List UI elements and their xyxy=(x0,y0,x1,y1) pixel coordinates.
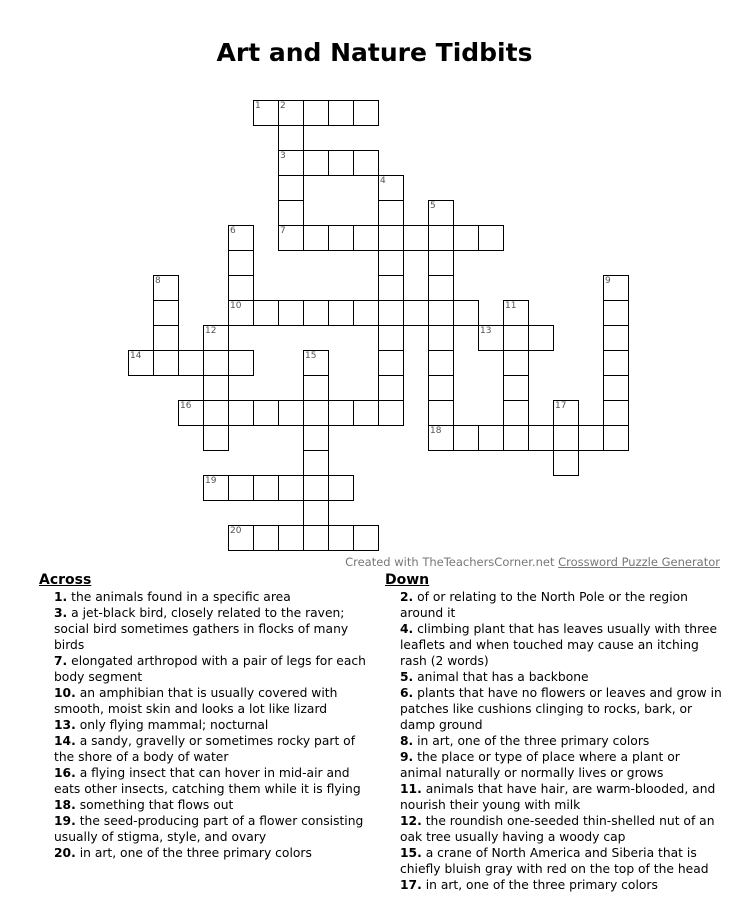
clue-number: 20. xyxy=(54,846,76,860)
across-clue xyxy=(39,589,374,605)
credit-line xyxy=(345,555,720,569)
grid-cell[interactable] xyxy=(353,400,379,426)
cell-number: 18 xyxy=(430,426,442,436)
grid-cell[interactable] xyxy=(428,375,454,401)
clue-text: in art, one of the three primary colors xyxy=(413,734,650,748)
grid-cell[interactable] xyxy=(378,325,404,351)
clue-number: 19. xyxy=(54,814,76,828)
grid-cell[interactable] xyxy=(253,400,279,426)
grid-cell[interactable] xyxy=(353,300,379,326)
cell-number: 4 xyxy=(380,176,386,186)
across-clue xyxy=(39,685,374,717)
across-clue xyxy=(39,733,374,765)
grid-cell[interactable] xyxy=(203,400,229,426)
grid-cell[interactable] xyxy=(503,300,529,326)
grid-cell[interactable] xyxy=(178,350,204,376)
grid-cell[interactable] xyxy=(353,225,379,251)
grid-cell[interactable] xyxy=(603,375,629,401)
grid-cell[interactable] xyxy=(228,400,254,426)
cell-number: 1 xyxy=(255,101,261,111)
grid-cell[interactable] xyxy=(328,475,354,501)
grid-cell[interactable] xyxy=(403,300,429,326)
down-clue xyxy=(385,621,725,669)
clue-text: an amphibian that is usually covered with smooth, moist skin and looks a lot like lizard xyxy=(54,686,338,716)
grid-cell[interactable] xyxy=(253,300,279,326)
across-clue xyxy=(39,717,374,733)
grid-cell[interactable] xyxy=(278,400,304,426)
down-clue xyxy=(385,749,725,781)
clue-number: 5. xyxy=(400,670,414,684)
clue-number: 10. xyxy=(54,686,76,700)
clue-text: in art, one of the three primary colors xyxy=(75,846,312,860)
grid-cell[interactable] xyxy=(278,175,304,201)
grid-cell[interactable] xyxy=(278,200,304,226)
clue-number: 4. xyxy=(400,622,414,636)
grid-cell[interactable] xyxy=(378,275,404,301)
grid-cell[interactable] xyxy=(253,525,279,551)
grid-cell[interactable] xyxy=(278,525,304,551)
grid-cell[interactable] xyxy=(603,350,629,376)
grid-cell[interactable] xyxy=(203,475,229,501)
across-clue xyxy=(39,813,374,845)
grid-cell[interactable] xyxy=(153,325,179,351)
grid-cell[interactable] xyxy=(278,150,304,176)
across-clue xyxy=(39,765,374,797)
grid-cell[interactable] xyxy=(478,225,504,251)
clue-text: animals that have hair, are warm-blooded, and nourish their young with milk xyxy=(400,782,716,812)
grid-cell[interactable] xyxy=(603,400,629,426)
down-clue xyxy=(385,781,725,813)
grid-cell[interactable] xyxy=(128,350,154,376)
grid-cell[interactable] xyxy=(553,450,579,476)
down-clue xyxy=(385,669,725,685)
grid-cell[interactable] xyxy=(228,250,254,276)
grid-cell[interactable] xyxy=(153,275,179,301)
across-heading: Across xyxy=(39,572,92,588)
grid-cell[interactable] xyxy=(278,300,304,326)
clue-text: plants that have no flowers or leaves and grow in patches like cushions clinging to rocks, bark, or damp ground xyxy=(400,686,722,732)
clue-number: 14. xyxy=(54,734,76,748)
clue-number: 13. xyxy=(54,718,76,732)
grid-cell[interactable] xyxy=(203,375,229,401)
grid-cell[interactable] xyxy=(428,200,454,226)
grid-cell[interactable] xyxy=(203,325,229,351)
grid-cell[interactable] xyxy=(378,175,404,201)
grid-cell[interactable] xyxy=(378,375,404,401)
across-clue-list xyxy=(39,589,374,861)
across-clue xyxy=(39,653,374,685)
cell-number: 6 xyxy=(230,226,236,236)
clue-number: 17. xyxy=(400,878,422,892)
clue-text: a jet-black bird, closely related to the raven; social bird sometimes gathers in flocks of many birds xyxy=(54,606,349,652)
grid-cell[interactable] xyxy=(353,525,379,551)
across-clue xyxy=(39,605,374,653)
grid-cell[interactable] xyxy=(303,450,329,476)
cell-number: 14 xyxy=(130,351,142,361)
grid-cell[interactable] xyxy=(453,225,479,251)
clue-number: 7. xyxy=(54,654,68,668)
down-clue xyxy=(385,589,725,621)
grid-cell[interactable] xyxy=(303,425,329,451)
grid-cell[interactable] xyxy=(353,150,379,176)
grid-cell[interactable] xyxy=(553,400,579,426)
clue-number: 15. xyxy=(400,846,422,860)
clue-text: climbing plant that has leaves usually with three leaflets and when touched may cause an itching rash (2 words) xyxy=(400,622,718,668)
grid-cell[interactable] xyxy=(153,350,179,376)
grid-cell[interactable] xyxy=(203,425,229,451)
grid-cell[interactable] xyxy=(228,300,254,326)
clue-number: 11. xyxy=(400,782,422,796)
down-clue-list xyxy=(385,589,725,893)
grid-cell[interactable] xyxy=(378,250,404,276)
down-heading: Down xyxy=(385,572,430,588)
grid-cell[interactable] xyxy=(278,475,304,501)
grid-cell[interactable] xyxy=(278,225,304,251)
cell-number: 3 xyxy=(280,151,286,161)
cell-number: 17 xyxy=(555,401,567,411)
cell-number: 19 xyxy=(205,476,217,486)
grid-cell[interactable] xyxy=(553,425,579,451)
generator-link[interactable]: Crossword Puzzle Generator xyxy=(558,555,720,569)
clue-text: a crane of North America and Siberia that is chiefly bluish gray with red on the top of the head xyxy=(400,846,709,876)
grid-cell[interactable] xyxy=(428,225,454,251)
grid-cell[interactable] xyxy=(378,400,404,426)
grid-cell[interactable] xyxy=(228,225,254,251)
grid-cell[interactable] xyxy=(353,100,379,126)
down-clue xyxy=(385,877,725,893)
grid-cell[interactable] xyxy=(328,150,354,176)
grid-cell[interactable] xyxy=(303,350,329,376)
cell-number: 20 xyxy=(230,526,242,536)
puzzle-title: Art and Nature Tidbits xyxy=(216,38,533,67)
grid-cell[interactable] xyxy=(328,400,354,426)
clue-number: 16. xyxy=(54,766,76,780)
clue-text: the roundish one-seeded thin-shelled nut of an oak tree usually having a woody cap xyxy=(400,814,715,844)
grid-cell[interactable] xyxy=(228,525,254,551)
cell-number: 2 xyxy=(280,101,286,111)
grid-cell[interactable] xyxy=(403,225,429,251)
grid-cell[interactable] xyxy=(603,275,629,301)
grid-cell[interactable] xyxy=(478,325,504,351)
down-column xyxy=(385,572,725,893)
cell-number: 5 xyxy=(430,201,436,211)
clue-text: the seed-producing part of a flower consisting usually of stigma, style, and ovary xyxy=(54,814,364,844)
clue-text: animal that has a backbone xyxy=(413,670,589,684)
grid-cell[interactable] xyxy=(203,350,229,376)
grid-cell[interactable] xyxy=(303,100,329,126)
grid-cell[interactable] xyxy=(528,325,554,351)
grid-cell[interactable] xyxy=(378,300,404,326)
grid-cell[interactable] xyxy=(428,425,454,451)
grid-cell[interactable] xyxy=(503,325,529,351)
grid-cell[interactable] xyxy=(453,425,479,451)
grid-cell[interactable] xyxy=(503,425,529,451)
clue-text: something that flows out xyxy=(75,798,234,812)
cell-number: 11 xyxy=(505,301,517,311)
grid-cell[interactable] xyxy=(228,350,254,376)
grid-cell[interactable] xyxy=(253,100,279,126)
down-clue xyxy=(385,685,725,733)
grid-cell[interactable] xyxy=(328,525,354,551)
cell-number: 9 xyxy=(605,276,611,286)
clue-number: 6. xyxy=(400,686,414,700)
across-clue xyxy=(39,845,374,861)
grid-cell[interactable] xyxy=(503,400,529,426)
grid-cell[interactable] xyxy=(428,275,454,301)
down-clue xyxy=(385,813,725,845)
grid-cell[interactable] xyxy=(303,475,329,501)
grid-cell[interactable] xyxy=(328,225,354,251)
clue-number: 18. xyxy=(54,798,76,812)
grid-cell[interactable] xyxy=(528,425,554,451)
grid-cell[interactable] xyxy=(378,200,404,226)
grid-cell[interactable] xyxy=(378,225,404,251)
cell-number: 7 xyxy=(280,226,286,236)
grid-cell[interactable] xyxy=(303,500,329,526)
cell-number: 15 xyxy=(305,351,317,361)
grid-cell[interactable] xyxy=(453,300,479,326)
grid-cell[interactable] xyxy=(328,100,354,126)
grid-cell[interactable] xyxy=(228,275,254,301)
grid-cell[interactable] xyxy=(278,100,304,126)
grid-cell[interactable] xyxy=(603,300,629,326)
grid-cell[interactable] xyxy=(303,525,329,551)
grid-cell[interactable] xyxy=(503,350,529,376)
grid-cell[interactable] xyxy=(328,300,354,326)
down-clue xyxy=(385,845,725,877)
grid-cell[interactable] xyxy=(303,400,329,426)
across-clue xyxy=(39,797,374,813)
clue-number: 9. xyxy=(400,750,414,764)
cell-number: 13 xyxy=(480,326,492,336)
cell-number: 16 xyxy=(180,401,192,411)
grid-cell[interactable] xyxy=(278,125,304,151)
clue-text: a sandy, gravelly or sometimes rocky part of the shore of a body of water xyxy=(54,734,356,764)
grid-cell[interactable] xyxy=(228,475,254,501)
clue-number: 8. xyxy=(400,734,414,748)
clue-number: 12. xyxy=(400,814,422,828)
grid-cell[interactable] xyxy=(303,300,329,326)
clue-text: the place or type of place where a plant or animal naturally or normally lives or grows xyxy=(400,750,680,780)
clue-text: elongated arthropod with a pair of legs for each body segment xyxy=(54,654,366,684)
grid-cell[interactable] xyxy=(428,400,454,426)
grid-cell[interactable] xyxy=(503,375,529,401)
down-clue xyxy=(385,733,725,749)
grid-cell[interactable] xyxy=(253,475,279,501)
grid-cell[interactable] xyxy=(153,300,179,326)
grid-cell[interactable] xyxy=(603,325,629,351)
grid-cell[interactable] xyxy=(428,300,454,326)
clue-number: 1. xyxy=(54,590,68,604)
grid-cell[interactable] xyxy=(603,425,629,451)
clue-text: only flying mammal; nocturnal xyxy=(75,718,269,732)
grid-cell[interactable] xyxy=(303,225,329,251)
credit-text: Created with TheTeachersCorner.net xyxy=(345,555,555,569)
grid-cell[interactable] xyxy=(428,250,454,276)
grid-cell[interactable] xyxy=(428,350,454,376)
cell-number: 10 xyxy=(230,301,242,311)
grid-cell[interactable] xyxy=(178,400,204,426)
cell-number: 12 xyxy=(205,326,217,336)
clue-text: in art, one of the three primary colors xyxy=(421,878,658,892)
across-column xyxy=(39,572,374,861)
clue-text: a flying insect that can hover in mid-air and eats other insects, catching them while it is flying xyxy=(54,766,361,796)
clue-text: of or relating to the North Pole or the region around it xyxy=(400,590,688,620)
cell-number: 8 xyxy=(155,276,161,286)
grid-cell[interactable] xyxy=(303,150,329,176)
grid-cell[interactable] xyxy=(428,325,454,351)
clue-text: the animals found in a specific area xyxy=(67,590,291,604)
grid-cell[interactable] xyxy=(478,425,504,451)
grid-cell[interactable] xyxy=(378,350,404,376)
clue-number: 3. xyxy=(54,606,68,620)
grid-cell[interactable] xyxy=(303,375,329,401)
clue-number: 2. xyxy=(400,590,414,604)
grid-cell[interactable] xyxy=(578,425,604,451)
